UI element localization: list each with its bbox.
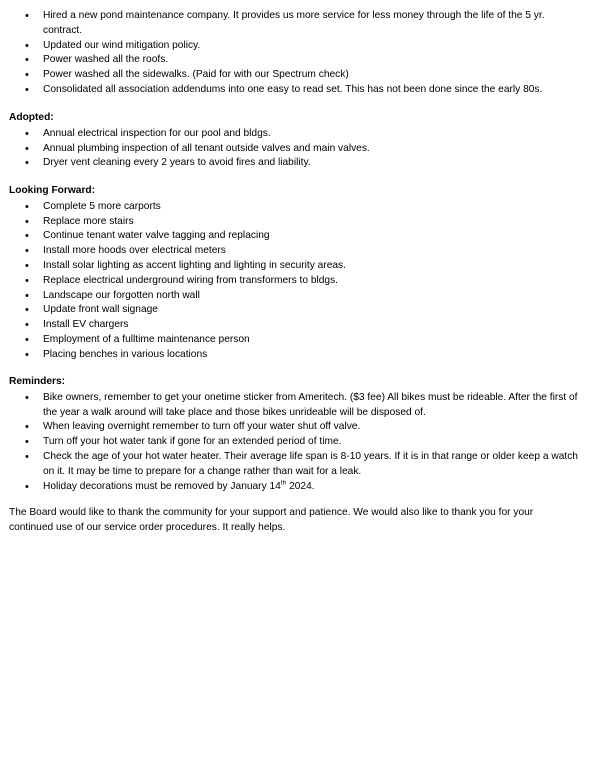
list-item-holiday xyxy=(0,480,593,495)
list-item: • Annual electrical inspection for our pool and bldgs. xyxy=(0,127,593,142)
list-item: • Updated our wind mitigation policy. xyxy=(0,39,593,54)
reminders-section xyxy=(0,375,593,494)
list-item: • Landscape our forgotten north wall xyxy=(0,289,593,304)
intro-list xyxy=(0,9,593,98)
list-item: • Update front wall signage xyxy=(0,303,593,318)
holiday-year: 2024. xyxy=(286,480,315,492)
list-item: • Hired a new pond maintenance company. It provides us more service for less money through the life of the 5 yr. contract. xyxy=(0,9,593,39)
list-item: • Power washed all the sidewalks. (Paid for with our Spectrum check) xyxy=(0,68,593,83)
ordinal-suffix: th xyxy=(280,479,287,487)
list-item: • When leaving overnight remember to turn off your water shut off valve. xyxy=(0,420,593,435)
adopted-section xyxy=(0,111,593,171)
list-item: • Complete 5 more carports xyxy=(0,200,593,215)
list-item: • Employment of a fulltime maintenance person xyxy=(0,333,593,348)
list-item: • Consolidated all association addendums into one easy to read set. This has not been done since the early 80s. xyxy=(0,83,593,98)
section-heading-reminders: Reminders: xyxy=(9,376,66,387)
list-item: • Check the age of your hot water heater. Their average life span is 8-10 years. If it is in that range or older keep a watch on it. It may be time to prepare for a change rather than wait for a leak. xyxy=(0,450,593,480)
list-item: • Replace electrical underground wiring from transformers to bldgs. xyxy=(0,274,593,289)
closing-paragraph: The Board would like to thank the community for your support and patience. We would also like to thank you for your continued use of our service order procedures. It really helps. xyxy=(9,507,534,533)
list-item: • Replace more stairs xyxy=(0,215,593,230)
holiday-text: Holiday decorations must be removed by January 14 xyxy=(43,480,281,492)
list-item: • Install solar lighting as accent lighting and lighting in security areas. xyxy=(0,259,593,274)
list-item: • Bike owners, remember to get your onetime sticker from Ameritech. ($3 fee) All bikes must be rideable. After the first of the year a walk around will take place and those bikes unrideable will be disposed of. xyxy=(0,391,593,421)
intro-section xyxy=(0,9,593,98)
list-item: • Dryer vent cleaning every 2 years to avoid fires and liability. xyxy=(0,156,593,171)
list-item: • Annual plumbing inspection of all tenant outside valves and main valves. xyxy=(0,142,593,157)
list-item: • Turn off your hot water tank if gone for an extended period of time. xyxy=(0,435,593,450)
looking-forward-section xyxy=(0,184,593,363)
reminders-list xyxy=(0,391,593,495)
looking-forward-list xyxy=(0,200,593,363)
adopted-list xyxy=(0,127,593,171)
list-item: • Placing benches in various locations xyxy=(0,348,593,363)
list-item: • Install more hoods over electrical meters xyxy=(0,244,593,259)
list-item: • Power washed all the roofs. xyxy=(0,53,593,68)
section-heading-adopted: Adopted: xyxy=(9,112,54,123)
section-heading-looking-forward: Looking Forward: xyxy=(9,185,96,196)
list-item: • Install EV chargers xyxy=(0,318,593,333)
list-item: • Continue tenant water valve tagging and replacing xyxy=(0,229,593,244)
